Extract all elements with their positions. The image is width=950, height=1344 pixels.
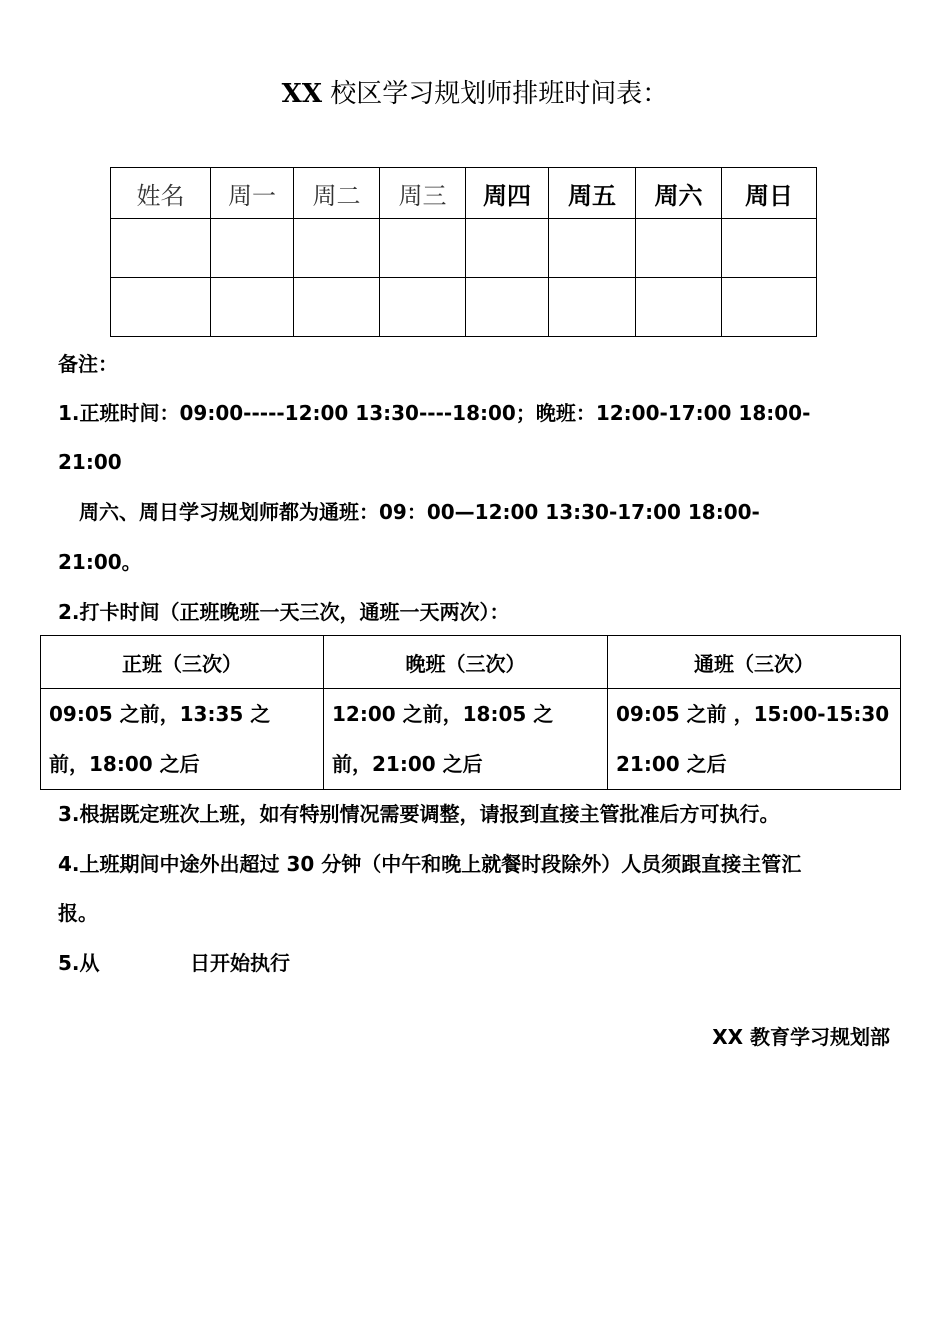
table-cell — [466, 278, 549, 337]
schedule-header-row — [111, 168, 817, 219]
signature: XX 教育学习规划部 — [712, 1025, 890, 1049]
table-cell — [636, 278, 722, 337]
cell-line: 09:05 之前 ，15:00-15:30 — [616, 702, 890, 726]
header-friday: 周五 — [549, 168, 636, 219]
table-cell — [294, 278, 380, 337]
note-effective-date: 5.从 日开始执行 — [58, 951, 291, 975]
punch-header-row — [41, 636, 901, 689]
table-cell — [380, 278, 466, 337]
page-title — [0, 74, 950, 114]
note-punch-time: 2.打卡时间（正班晚班一天三次，通班一天两次）： — [58, 600, 510, 624]
table-cell — [111, 278, 211, 337]
note-leave-report-cont: 报。 — [58, 901, 98, 925]
punch-table — [40, 635, 901, 790]
note-weekend-hours: 周六、周日学习规划师都为通班：09：00—12:00 13:30-17:00 18:00- — [79, 500, 760, 524]
table-cell — [549, 219, 636, 278]
note-leave-report: 4.上班期间中途外出超过 30 分钟（中午和晚上就餐时段除外）人员须跟直接主管汇 — [58, 852, 802, 876]
cell-line: 前，18:00 之后 — [49, 752, 200, 776]
note-weekend-hours-cont: 21:00。 — [58, 550, 142, 574]
table-cell — [380, 219, 466, 278]
header-thursday: 周四 — [466, 168, 549, 219]
header-tuesday: 周二 — [294, 168, 380, 219]
cell-line: 前，21:00 之后 — [332, 752, 483, 776]
header-monday: 周一 — [211, 168, 294, 219]
table-row — [111, 278, 817, 337]
header-saturday: 周六 — [636, 168, 722, 219]
note-shift-hours-cont: 21:00 — [58, 450, 122, 474]
header-name: 姓名 — [111, 168, 211, 219]
table-cell — [722, 219, 817, 278]
table-cell — [636, 219, 722, 278]
table-cell — [466, 219, 549, 278]
table-cell — [211, 219, 294, 278]
table-cell — [722, 278, 817, 337]
punch-header-full: 通班（三次） — [608, 636, 901, 689]
table-cell — [294, 219, 380, 278]
header-wednesday: 周三 — [380, 168, 466, 219]
punch-cell-evening — [324, 689, 608, 790]
table-row — [111, 219, 817, 278]
punch-header-regular: 正班（三次） — [41, 636, 324, 689]
punch-cell-full — [608, 689, 901, 790]
schedule-table — [110, 167, 817, 337]
punch-data-row — [41, 689, 901, 790]
table-cell — [111, 219, 211, 278]
note-schedule-adjust: 3.根据既定班次上班，如有特别情况需要调整，请报到直接主管批准后方可执行。 — [58, 802, 780, 826]
cell-line: 12:00 之前，18:05 之 — [332, 702, 554, 726]
table-cell — [211, 278, 294, 337]
table-cell — [549, 278, 636, 337]
punch-cell-regular — [41, 689, 324, 790]
punch-header-evening: 晚班（三次） — [324, 636, 608, 689]
title-text: 校区学习规划师排班时间表： — [330, 79, 669, 109]
title-prefix: XX — [281, 79, 323, 109]
cell-line: 21:00 之后 — [616, 752, 727, 776]
notes-label: 备注： — [58, 352, 118, 376]
header-sunday: 周日 — [722, 168, 817, 219]
note-shift-hours: 1.正班时间：09:00-----12:00 13:30----18:00；晚班：12:00-17:00 18:00- — [58, 401, 811, 425]
cell-line: 09:05 之前，13:35 之 — [49, 702, 271, 726]
